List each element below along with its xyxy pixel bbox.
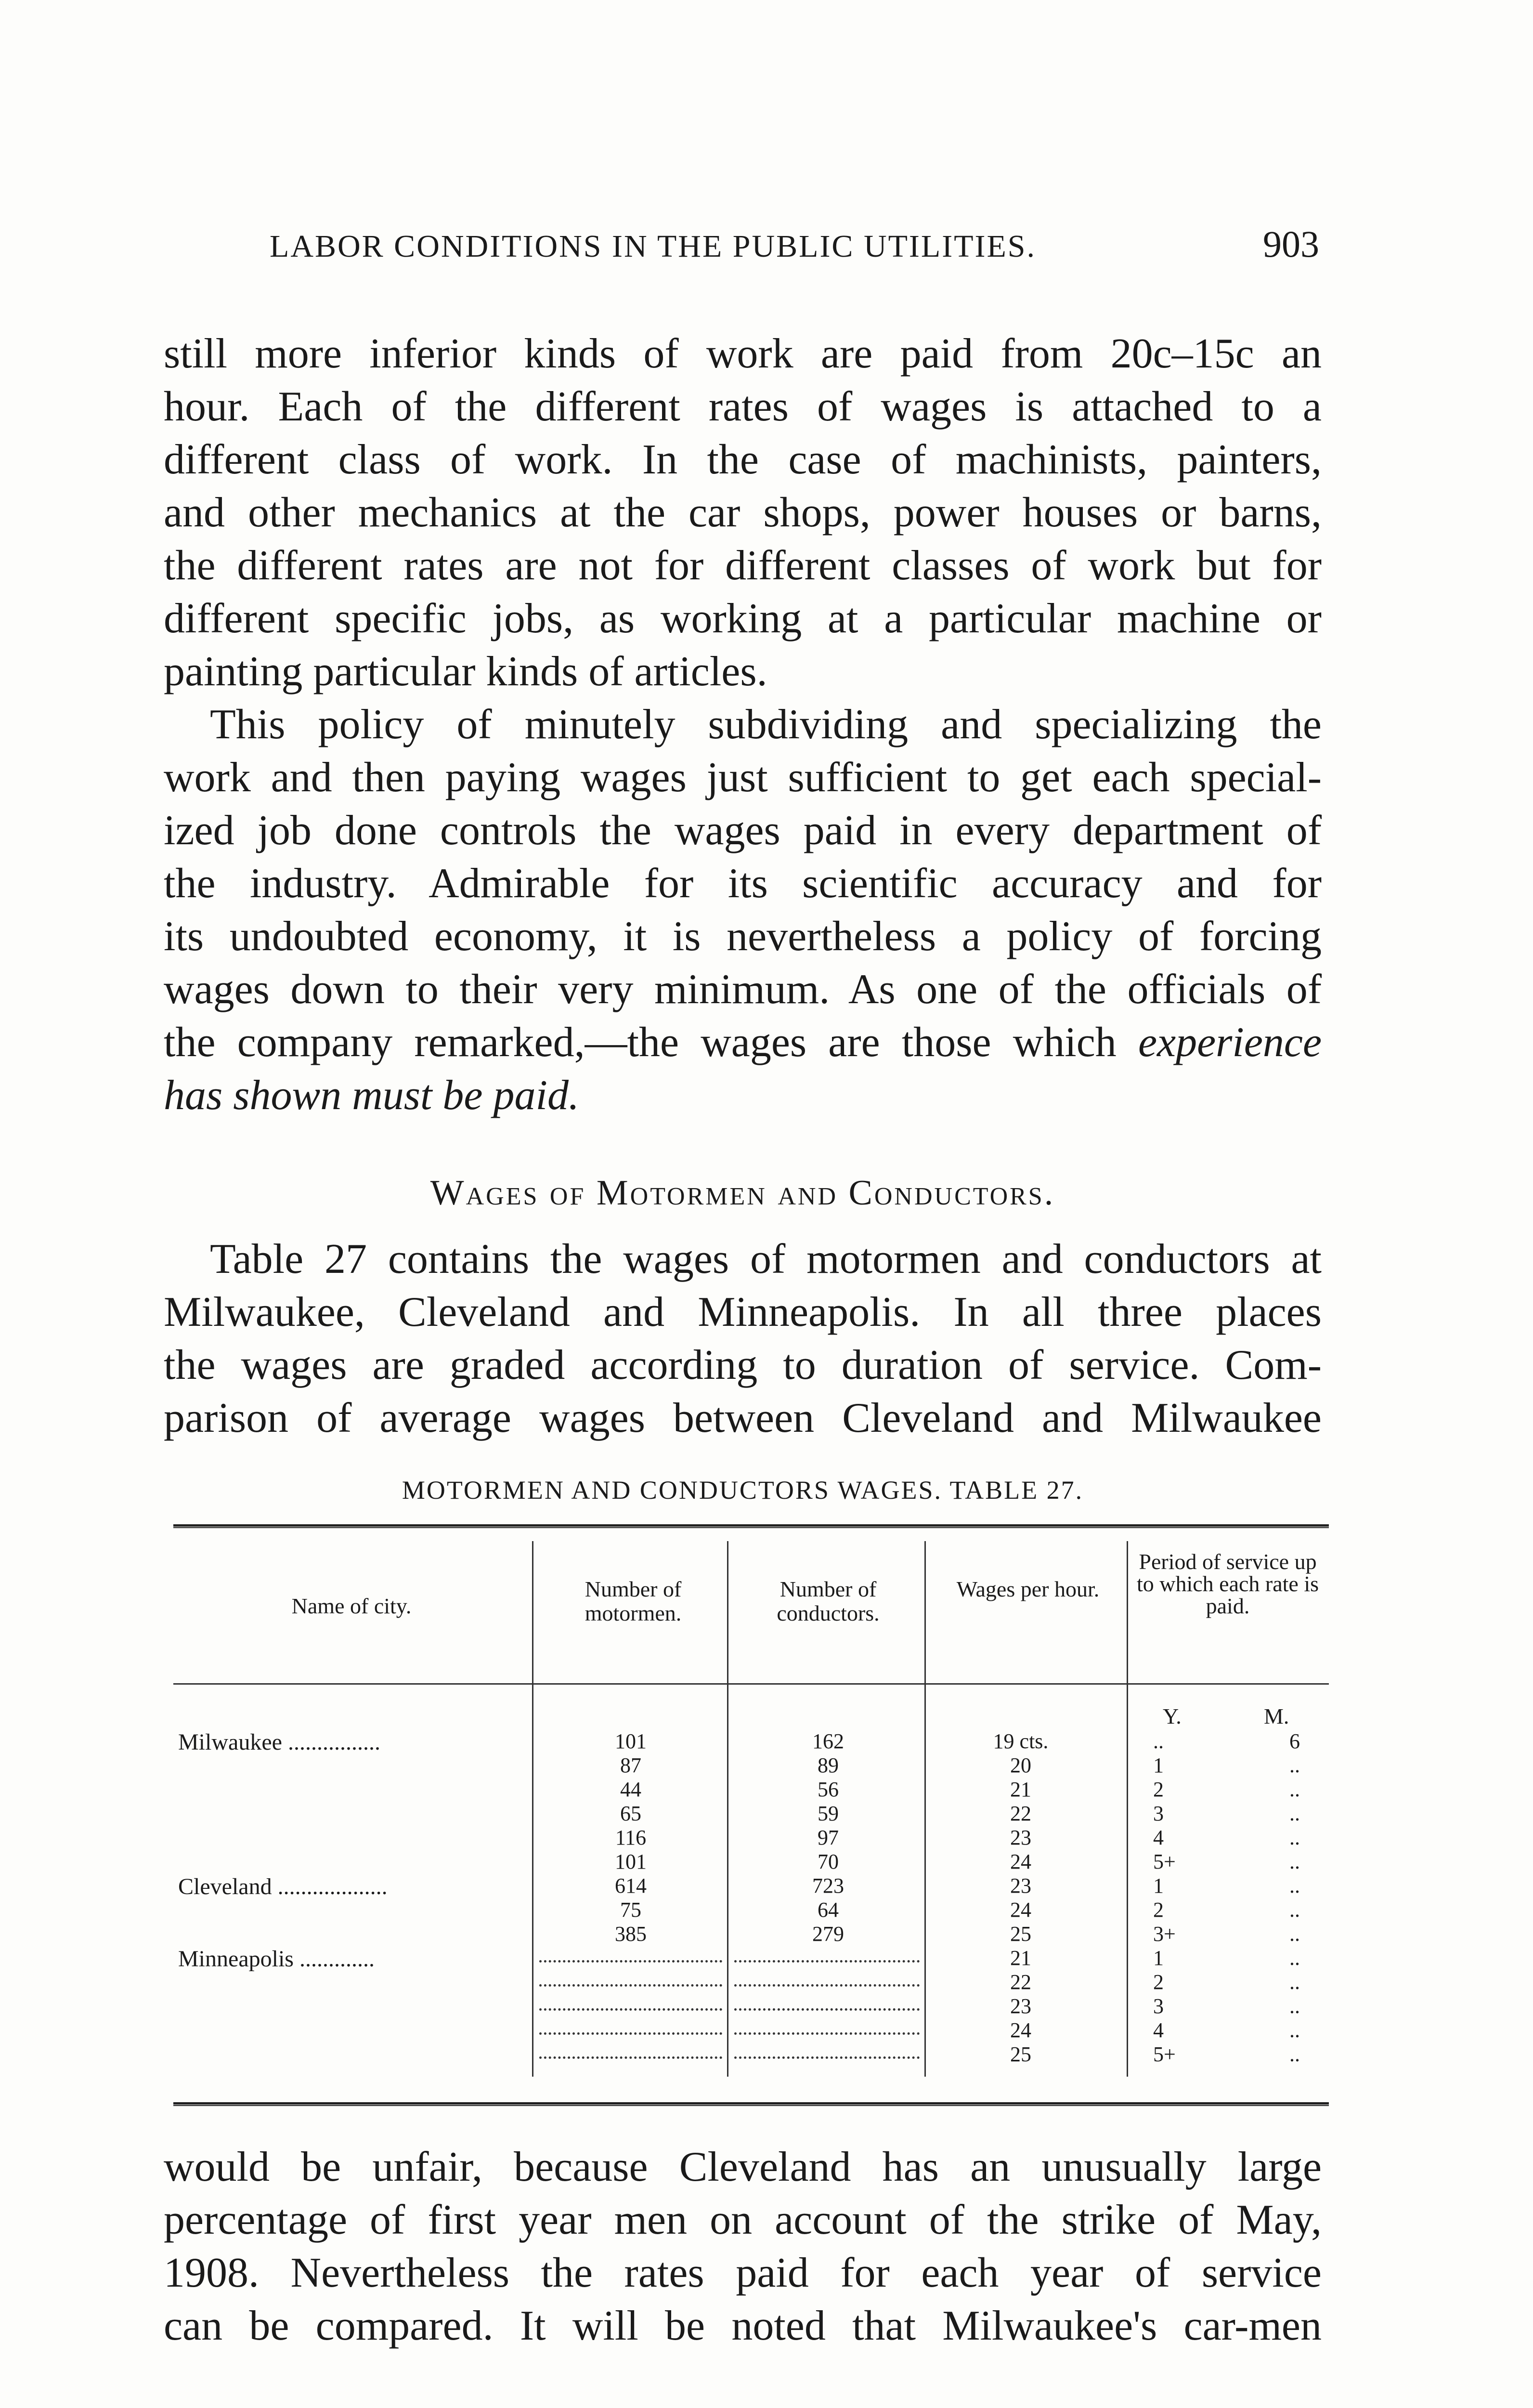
text-line: percentage of first year men on account of the strike of May,	[164, 2197, 1322, 2243]
column-divider	[924, 1541, 926, 2077]
table-bottom-rule	[173, 2102, 1329, 2106]
table-cell-m: ..	[1289, 1970, 1300, 1994]
text-line: parison of average wages between Cleveland and Milwaukee	[164, 1395, 1322, 1441]
section-title: Wages of Motormen and Conductors.	[430, 1173, 1055, 1213]
table-cell-y: 1	[1153, 1874, 1164, 1898]
italic-text: experience	[1138, 1019, 1322, 1066]
table-cell-m: ..	[1289, 1754, 1300, 1777]
table-cell-y: 4	[1153, 1826, 1164, 1849]
table-cell-wages: 25	[1010, 2042, 1031, 2066]
text-line: Milwaukee, Cleveland and Minneapolis. In all three places	[164, 1289, 1322, 1335]
table-cell-conductors: 59	[818, 1802, 839, 1825]
table-cell-y: 1	[1153, 1754, 1164, 1777]
page-number: 903	[1263, 223, 1319, 265]
table-cell-motormen: 44	[620, 1778, 641, 1801]
text-line	[164, 1016, 1322, 1069]
table-cell-y: 4	[1153, 2018, 1164, 2042]
running-head	[270, 222, 1319, 266]
column-divider	[532, 1541, 533, 2077]
table-cell-conductors: 56	[818, 1778, 839, 1801]
table-cell-m: ..	[1289, 1922, 1300, 1946]
dot-leader-fill	[539, 1956, 722, 1963]
city-minneapolis	[178, 1946, 375, 1972]
paragraph-1	[164, 327, 1322, 698]
text-line: work and then paying wages just sufficient to get each special-	[164, 754, 1322, 801]
text-span: the company remarked,—the wages are those which	[164, 1019, 1117, 1066]
table-top-rule	[173, 1524, 1329, 1528]
table-cell-conductors: 162	[812, 1729, 844, 1753]
wages-table	[173, 1524, 1329, 2108]
table-cell-motormen: 385	[615, 1922, 647, 1946]
table-cell-motormen: 65	[620, 1802, 641, 1825]
text-line: wages down to their very minimum. As one of the officials of	[164, 966, 1322, 1013]
table-cell-motormen: 116	[615, 1826, 647, 1849]
city-name: Milwaukee	[178, 1729, 282, 1755]
header-months: M.	[1264, 1704, 1289, 1728]
table-cell-y: 1	[1153, 1946, 1164, 1970]
table-cell-y: 2	[1153, 1778, 1164, 1801]
dot-leader-fill	[539, 2004, 722, 2011]
dot-leader-fill	[734, 1956, 920, 1963]
italic-text: has shown must be paid.	[164, 1072, 579, 1119]
table-cell-conductors: 97	[818, 1826, 839, 1849]
paragraph-4	[164, 2141, 1322, 2353]
text-line: different specific jobs, as working at a particular machine or	[164, 595, 1322, 642]
table-cell-m: ..	[1289, 1826, 1300, 1849]
text-line: the wages are graded according to duration of service. Com-	[164, 1342, 1322, 1388]
city-cleveland	[178, 1873, 388, 1900]
dot-leader-fill	[734, 2053, 920, 2059]
table-cell-conductors: 723	[812, 1874, 844, 1898]
table-cell-y: 3	[1153, 1994, 1164, 2018]
table-cell-m: ..	[1289, 1778, 1300, 1801]
table-cell-conductors: 70	[818, 1850, 839, 1873]
dot-leader: ...................	[272, 1874, 388, 1899]
table-cell-y: ..	[1153, 1729, 1164, 1753]
city-name: Minneapolis	[178, 1946, 294, 1972]
dot-leader-fill	[539, 1980, 722, 1987]
city-milwaukee	[178, 1729, 380, 1755]
city-name: Cleveland	[178, 1874, 272, 1899]
table-cell-wages: 25	[1010, 1922, 1031, 1946]
table-caption: MOTORMEN AND CONDUCTORS WAGES. TABLE 27.	[402, 1476, 1084, 1505]
table-cell-y: 3	[1153, 1802, 1164, 1825]
text-line: painting particular kinds of articles.	[164, 648, 767, 695]
table-cell-m: ..	[1289, 1850, 1300, 1873]
text-line: can be compared. It will be noted that Milwaukee's car-men	[164, 2303, 1322, 2349]
table-cell-wages: 22	[1010, 1970, 1031, 1994]
text-line: still more inferior kinds of work are paid from 20c–15c an	[164, 330, 1322, 377]
text-line: Table 27 contains the wages of motormen and conductors at	[210, 1236, 1322, 1283]
table-cell-wages: 23	[1010, 1994, 1031, 2018]
table-cell-wages: 24	[1010, 2018, 1031, 2042]
table-cell-y: 2	[1153, 1970, 1164, 1994]
table-cell-y: 3+	[1153, 1922, 1176, 1946]
table-cell-conductors: 279	[812, 1922, 844, 1946]
text-line: ized job done controls the wages paid in every department of	[164, 807, 1322, 854]
table-cell-m: ..	[1289, 1946, 1300, 1970]
table-cell-wages: 21	[1010, 1946, 1031, 1970]
table-cell-wages: 23	[1010, 1874, 1031, 1898]
table-header-rule	[173, 1683, 1329, 1685]
header-period: Period of service up to which each rate is paid.	[1136, 1549, 1319, 1618]
dot-leader-fill	[734, 1980, 920, 1987]
table-cell-m: ..	[1289, 2018, 1300, 2042]
header-city: Name of city.	[291, 1594, 412, 1618]
table-cell-m: ..	[1289, 1994, 1300, 2018]
table-cell-y: 5+	[1153, 1850, 1176, 1873]
header-wages: Wages per hour.	[956, 1577, 1100, 1601]
dot-leader: ................	[282, 1729, 380, 1755]
dot-leader: .............	[293, 1946, 375, 1972]
table-cell-m: 6	[1289, 1729, 1300, 1753]
table-cell-wages: 21	[1010, 1778, 1031, 1801]
table-cell-wages: 19 cts.	[993, 1729, 1049, 1753]
table-cell-conductors: 64	[818, 1898, 839, 1922]
text-line: would be unfair, because Cleveland has an unusually large	[164, 2144, 1322, 2190]
table-cell-m: ..	[1289, 1874, 1300, 1898]
table-cell-m: ..	[1289, 1802, 1300, 1825]
text-line: hour. Each of the different rates of wages is attached to a	[164, 383, 1322, 430]
paragraph-3	[164, 1233, 1322, 1445]
table-cell-y: 5+	[1153, 2042, 1176, 2066]
table-cell-wages: 22	[1010, 1802, 1031, 1825]
running-head-title: LABOR CONDITIONS IN THE PUBLIC UTILITIES.	[270, 229, 1037, 264]
paragraph-2	[164, 698, 1322, 1122]
text-line: different class of work. In the case of machinists, painters,	[164, 436, 1322, 483]
table-cell-wages: 24	[1010, 1898, 1031, 1922]
table-cell-wages: 24	[1010, 1850, 1031, 1873]
header-years: Y.	[1163, 1704, 1182, 1728]
table-cell-m: ..	[1289, 2042, 1300, 2066]
text-line: This policy of minutely subdividing and specializing the	[210, 701, 1322, 748]
dot-leader-fill	[539, 2053, 722, 2059]
dot-leader-fill	[734, 2004, 920, 2011]
table-cell-y: 2	[1153, 1898, 1164, 1922]
table-cell-m: ..	[1289, 1898, 1300, 1922]
table-cell-motormen: 614	[615, 1874, 647, 1898]
header-conductors: Number of conductors.	[777, 1577, 880, 1625]
text-line: the industry. Admirable for its scientific accuracy and for	[164, 860, 1322, 907]
table-cell-motormen: 101	[615, 1850, 647, 1873]
column-divider	[727, 1541, 728, 2077]
table-cell-motormen: 87	[620, 1754, 641, 1777]
column-divider	[1127, 1541, 1128, 2077]
text-line: and other mechanics at the car shops, power houses or barns,	[164, 489, 1322, 536]
table-cell-wages: 23	[1010, 1826, 1031, 1849]
table-cell-conductors: 89	[818, 1754, 839, 1777]
table-cell-motormen: 101	[615, 1729, 647, 1753]
text-line: its undoubted economy, it is nevertheless a policy of forcing	[164, 913, 1322, 960]
table-cell-motormen: 75	[620, 1898, 641, 1922]
text-line: the different rates are not for different classes of work but for	[164, 542, 1322, 589]
text-line	[164, 1069, 1322, 1122]
header-motormen: Number of motormen.	[585, 1577, 682, 1625]
dot-leader-fill	[734, 2028, 920, 2035]
text-line: 1908. Nevertheless the rates paid for each year of service	[164, 2250, 1322, 2296]
table-cell-wages: 20	[1010, 1754, 1031, 1777]
dot-leader-fill	[539, 2028, 722, 2035]
